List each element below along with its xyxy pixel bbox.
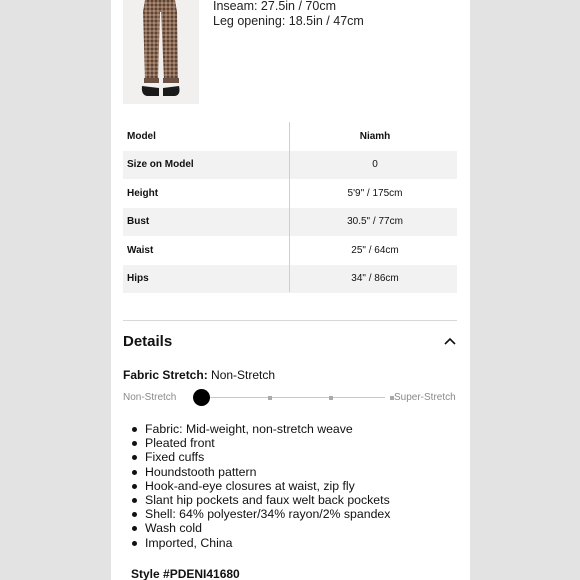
table-column-divider: [289, 122, 290, 292]
feature-text: Shell: 64% polyester/34% rayon/2% spandex: [145, 507, 391, 522]
feature-text: Imported, China: [145, 535, 233, 550]
bullet-icon: [132, 441, 137, 446]
bullet-icon: [132, 526, 137, 531]
list-item: [127, 493, 390, 507]
table-row: [123, 236, 457, 265]
bullet-icon: [132, 455, 137, 460]
slider-max-label: Super-Stretch: [394, 392, 456, 403]
table-row: [123, 265, 457, 294]
feature-list: [127, 422, 390, 550]
feature-text: Slant hip pockets and faux welt back pockets: [145, 493, 390, 508]
table-row: [123, 151, 457, 180]
model-size-table: [123, 122, 457, 293]
bullet-icon: [132, 484, 137, 489]
bullet-icon: [132, 498, 137, 503]
list-item: [127, 507, 390, 521]
slider-tick: [329, 396, 333, 400]
row-label: Bust: [127, 216, 150, 228]
product-photo[interactable]: [123, 0, 199, 104]
list-item: [127, 479, 390, 493]
row-value: 25" / 64cm: [351, 244, 399, 256]
style-number: Style #PDENI41680: [131, 567, 240, 580]
bullet-icon: [132, 470, 137, 475]
fabric-stretch-value: Non-Stretch: [211, 368, 276, 382]
row-value: Niamh: [359, 130, 391, 142]
chevron-up-icon[interactable]: [443, 334, 457, 348]
row-label: Model: [127, 130, 156, 142]
bullet-icon: [132, 541, 137, 546]
row-value: 5'9" / 175cm: [347, 187, 403, 199]
leg-opening-measurement: Leg opening: 18.5in / 47cm: [213, 14, 364, 28]
bullet-icon: [132, 427, 137, 432]
list-item: [127, 450, 390, 464]
list-item: [127, 422, 390, 436]
product-details-panel: [111, 0, 470, 580]
bullet-icon: [132, 512, 137, 517]
fabric-stretch-label: Fabric Stretch:: [123, 368, 208, 382]
list-item: [127, 521, 390, 535]
inseam-measurement: Inseam: 27.5in / 70cm: [213, 0, 336, 13]
feature-text: Houndstooth pattern: [145, 464, 257, 479]
table-row: [123, 208, 457, 237]
feature-text: Fixed cuffs: [145, 450, 205, 465]
row-label: Hips: [127, 273, 149, 285]
stretch-slider-knob[interactable]: [193, 389, 210, 406]
slider-min-label: Non-Stretch: [123, 392, 177, 403]
details-heading[interactable]: Details: [123, 333, 173, 350]
fabric-stretch-row: [123, 368, 275, 382]
feature-text: Hook-and-eye closures at waist, zip fly: [145, 478, 355, 493]
table-row: [123, 122, 457, 151]
list-item: [127, 536, 390, 550]
section-divider: [123, 320, 457, 321]
feature-text: Fabric: Mid-weight, non-stretch weave: [145, 422, 353, 436]
row-label: Size on Model: [127, 159, 194, 171]
feature-text: Pleated front: [145, 436, 215, 451]
row-label: Waist: [127, 244, 154, 256]
slider-tick: [268, 396, 272, 400]
stretch-slider-track: [200, 397, 385, 398]
table-row: [123, 179, 457, 208]
row-value: 0: [372, 159, 378, 171]
list-item: [127, 465, 390, 479]
row-label: Height: [127, 187, 159, 199]
row-value: 34" / 86cm: [351, 273, 399, 285]
feature-text: Wash cold: [145, 521, 202, 536]
row-value: 30.5" / 77cm: [347, 216, 403, 228]
list-item: [127, 436, 390, 450]
